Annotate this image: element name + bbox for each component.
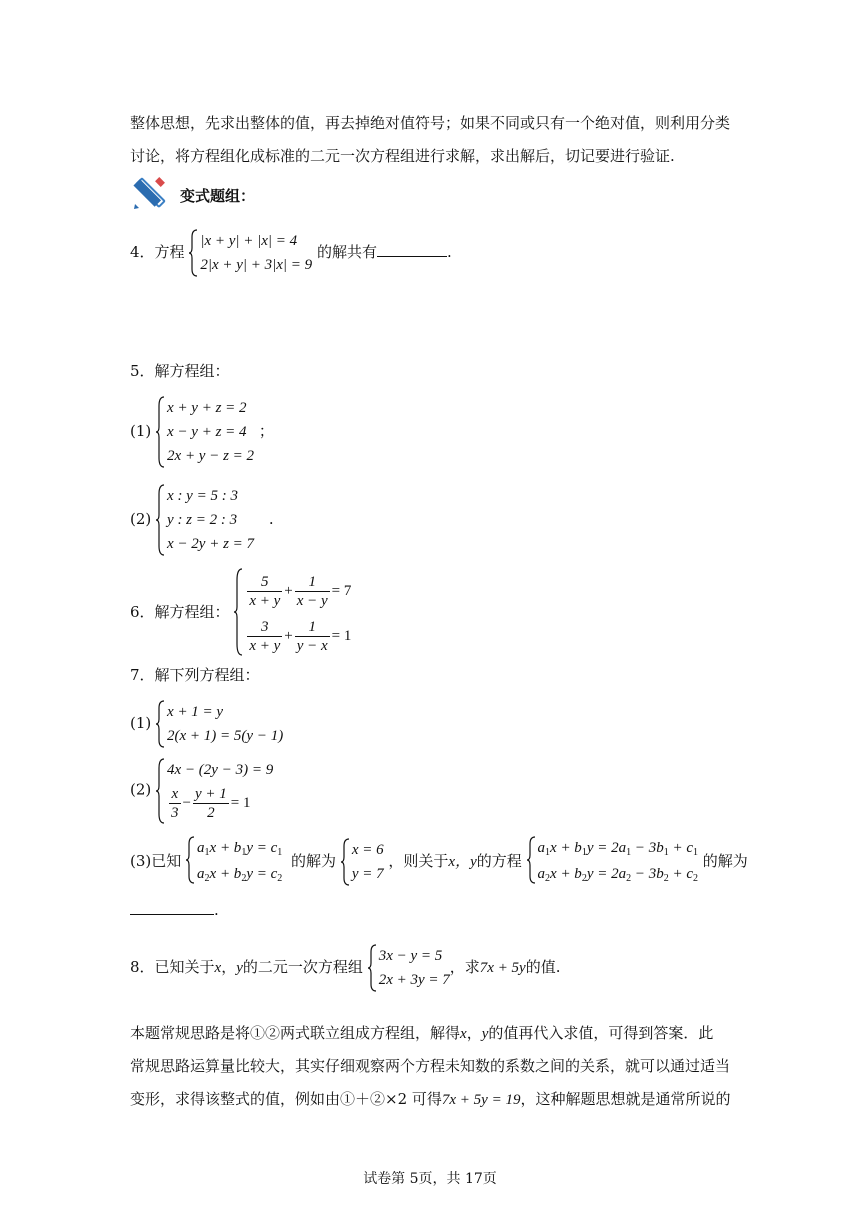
explanation-text: 的值再代入求值，可得到答案．此 (488, 1024, 714, 1042)
numerator: x (169, 785, 181, 804)
equation: 3x − y = 5 (378, 948, 443, 964)
denominator: 2 (207, 804, 215, 821)
question-text: 的值. (525, 958, 561, 976)
part-label: (1) (130, 422, 152, 440)
equation: $a_1x + b_1y = 2a_1 - 3b_1 + c_1$ (537, 840, 698, 858)
section-title: 变式题组： (180, 187, 256, 205)
equation-system (156, 484, 254, 556)
ruler-pencil-icon (130, 175, 168, 217)
question-text: 的二元一次方程组 (242, 958, 363, 976)
question-7-part-3-answer (130, 900, 219, 919)
intro-line-2: 讨论，将方程组化成标准的二元一次方程组进行求解，求出解后，切记要进行验证. (130, 147, 675, 165)
equation: x = 6 (351, 842, 384, 858)
equation: $a_2x + b_2y = 2a_2 - 3b_2 + c_2$ (537, 866, 698, 884)
equation-system (156, 396, 254, 468)
equation: x + y + z = 2 (167, 400, 247, 416)
numerator: 1 (295, 573, 330, 592)
expression: 7x + 5y (479, 960, 526, 976)
question-text: 方程 (154, 243, 185, 261)
equation (245, 613, 351, 658)
equation: x − 2y + z = 7 (167, 536, 255, 552)
equation-system (156, 758, 273, 823)
question-5-part-1 (130, 396, 274, 468)
variable: y (236, 960, 243, 976)
question-8 (130, 944, 561, 992)
question-5: 5．解方程组： (130, 362, 230, 380)
explanation-text: 本题常规思路是将①②两式联立组成方程组，解得 (130, 1024, 461, 1042)
part-label: (1) (130, 714, 152, 732)
numerator: 1 (295, 618, 330, 637)
equation: y : z = 2 : 3 (167, 512, 238, 528)
rhs: = 7 (331, 583, 352, 599)
equation: 7x + 5y = 19 (441, 1092, 521, 1108)
question-6 (130, 568, 351, 658)
equation: $a_2x + b_2y = c_2$ (197, 866, 283, 884)
numerator: 3 (247, 618, 282, 637)
equation-system (189, 229, 312, 277)
punctuation: . (446, 243, 452, 261)
question-text: ，求 (449, 958, 480, 976)
equation: 4x − (2y − 3) = 9 (167, 762, 274, 778)
operator: + (284, 583, 293, 599)
equation: 2x + 3y = 7 (378, 972, 450, 988)
equation-system (527, 836, 698, 888)
question-7: 7．解下列方程组： (130, 666, 260, 684)
brace-icon (527, 836, 536, 884)
equation-system (186, 836, 282, 888)
punctuation: ， (221, 958, 237, 976)
question-text: 的方程 (476, 852, 522, 870)
rhs: = 1 (230, 795, 251, 811)
question-text: 的解为 (291, 852, 337, 870)
solution-system (341, 838, 384, 886)
denominator: x − y (296, 592, 328, 609)
operator: + (284, 628, 293, 644)
brace-icon (156, 484, 165, 556)
brace-icon (156, 396, 165, 468)
punctuation: . (214, 901, 219, 919)
question-5-part-2 (130, 484, 274, 556)
equation: 2(x + 1) = 5(y − 1) (167, 728, 284, 744)
equation-system (368, 944, 450, 992)
part-label: (3)已知 (130, 852, 182, 870)
punctuation: ， (466, 1024, 482, 1042)
question-text: ，则关于 (388, 852, 449, 870)
question-text: 的解为 (702, 852, 748, 870)
question-7-part-2 (130, 758, 273, 823)
brace-icon (186, 836, 195, 884)
denominator: y − x (296, 637, 328, 654)
brace-icon (234, 568, 243, 656)
brace-icon (341, 838, 350, 886)
rhs: = 1 (331, 628, 352, 644)
explanation-line-3 (130, 1088, 730, 1109)
brace-icon (189, 229, 198, 277)
explanation-text: ，这种解题思想就是通常所说的 (520, 1090, 731, 1108)
question-text: 的解共有 (316, 243, 377, 261)
answer-blank[interactable] (377, 242, 447, 257)
equation: 2x + y − z = 2 (167, 448, 255, 464)
equation: x : y = 5 : 3 (167, 488, 238, 504)
operator: − (182, 795, 191, 811)
question-text: 8．已知关于 (130, 958, 215, 976)
variable: y (481, 1026, 489, 1042)
answer-blank[interactable] (130, 900, 214, 915)
equation: y = 7 (351, 866, 384, 882)
part-label: (2) (130, 780, 152, 799)
variables: x，y (448, 854, 477, 870)
variable: x (214, 960, 222, 976)
explanation-line-1 (130, 1022, 713, 1043)
equation: $a_1x + b_1y = c_1$ (197, 840, 283, 858)
explanation-text: 变形，求得该整式的值，例如由①＋②×2 可得 (130, 1090, 442, 1108)
equation: 2|x + y| + 3|x| = 9 (200, 257, 313, 273)
question-text: 6．解方程组： (130, 603, 230, 621)
equation-system (156, 700, 283, 748)
punctuation: . (268, 510, 274, 528)
question-7-part-3 (130, 836, 748, 888)
equation: x − y + z = 4 (167, 424, 247, 440)
question-number: 4． (130, 243, 155, 261)
brace-icon (156, 700, 165, 748)
equation-system (234, 568, 351, 658)
part-label: (2) (130, 510, 152, 528)
equation: |x + y| + |x| = 4 (200, 233, 298, 249)
numerator: y + 1 (195, 785, 227, 802)
question-4 (130, 229, 452, 277)
punctuation: ； (258, 422, 274, 440)
question-7-part-1 (130, 700, 283, 748)
explanation-line-2: 常规思路运算量比较大，其实仔细观察两个方程未知数的系数之间的关系，就可以通过适当 (130, 1057, 731, 1075)
numerator: 5 (247, 573, 282, 592)
equation: x + 1 = y (167, 704, 224, 720)
brace-icon (368, 944, 377, 992)
equation (167, 782, 273, 823)
denominator: x + y (249, 637, 281, 654)
variable: x (460, 1026, 467, 1042)
denominator: x + y (249, 592, 281, 609)
denominator: 3 (171, 804, 179, 821)
page-footer: 试卷第 5页，共 17页 (363, 1171, 497, 1187)
intro-line-1: 整体思想，先求出整体的值，再去掉绝对值符号；如果不同或只有一个绝对值，则利用分类 (130, 114, 731, 132)
equation (245, 568, 351, 613)
brace-icon (156, 758, 165, 824)
